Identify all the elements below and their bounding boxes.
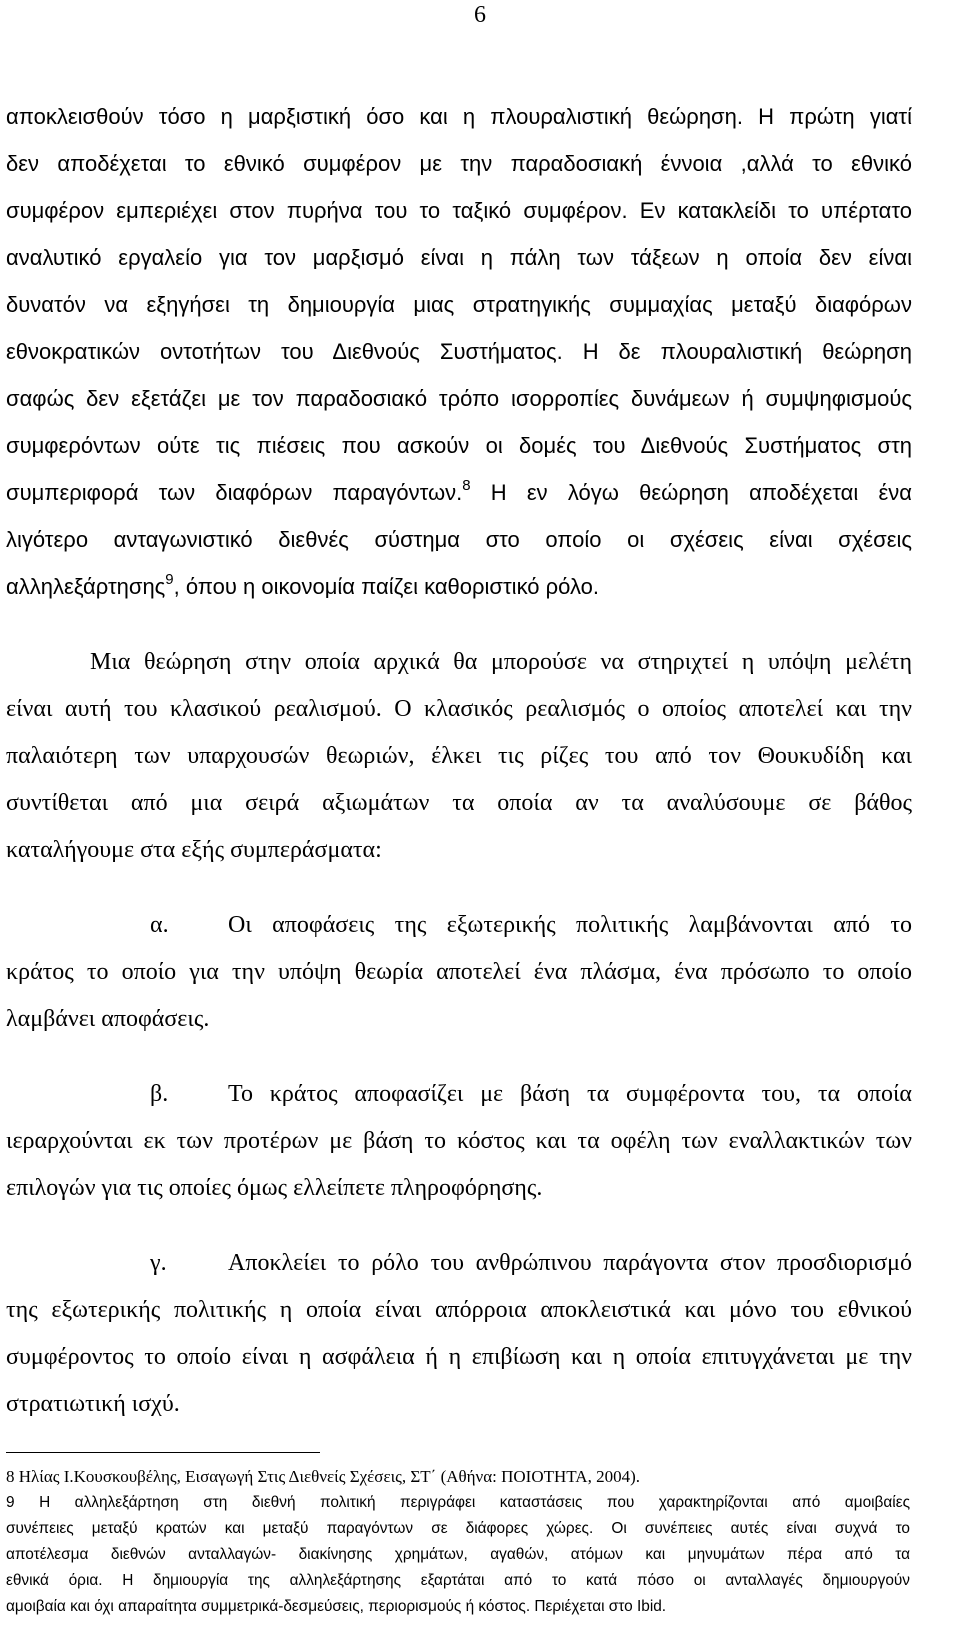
body-line: αποκλεισθούν τόσο η μαρξιστική όσο και η πλουραλιστική θεώρηση. Η πρώτη γιατί (6, 104, 912, 129)
footnote-ref-9[interactable]: 9 (165, 570, 174, 588)
body-line: αλληλεξάρτησης$^9$, όπου η οικονομία παίζει καθοριστικό ρόλο. (6, 570, 599, 599)
body-line: αναλυτικό εργαλείο για τον μαρξισμό είναι η πάλη των τάξεων η οποία δεν είναι (6, 245, 912, 270)
list-marker-b: β. (150, 1081, 169, 1107)
body-line: εθνοκρατικών οντοτήτων του Διεθνούς Συστήματος. Η δε πλουραλιστική θεώρηση (6, 339, 912, 364)
body-line: δεν αποδέχεται το εθνικό συμφέρον με την παραδοσιακή έννοια ,αλλά το εθνικό (6, 151, 912, 176)
body-line: λιγότερο ανταγωνιστικό διεθνές σύστημα στο οποίο οι σχέσεις είναι σχέσεις (6, 527, 912, 552)
body-line: στρατιωτική ισχύ. (6, 1391, 180, 1417)
body-line: Το κράτος αποφασίζει με βάση τα συμφέροντα του, τα οποία (228, 1081, 912, 1107)
footnote-9-line: εθνικά όρια. Η δημιουργία της αλληλεξάρτησης εξαρτάται από το κατά πόσο οι ανταλλαγές δημιουργούν (6, 1572, 910, 1589)
body-line: επιλογών για τις οποίες όμως ελλείπετε πληροφόρησης. (6, 1175, 543, 1201)
body-line: ιεραρχούνται εκ των προτέρων με βάση το κόστος και τα οφέλη των εναλλακτικών των (6, 1128, 912, 1154)
body-line: δυνατόν να εξηγήσει τη δημιουργία μιας στρατηγικής συμμαχίας μεταξύ διαφόρων (6, 292, 912, 317)
body-line: παλαιότερη των υπαρχουσών θεωριών, έλκει τις ρίζες του από τον Θουκυδίδη και (6, 743, 912, 769)
footnote-separator (6, 1452, 320, 1453)
body-line: λαμβάνει αποφάσεις. (6, 1006, 210, 1032)
body-line: κράτος το οποίο για την υπόψη θεωρία αποτελεί ένα πλάσμα, ένα πρόσωπο το οποίο (6, 959, 912, 985)
footnote-9-line: 9 Η αλληλεξάρτηση στη διεθνή πολιτική περιγράφει καταστάσεις που χαρακτηρίζονται από αμοιβαίες (6, 1494, 910, 1511)
body-line: συντίθεται από μια σειρά αξιωμάτων τα οποία αν τα αναλύσουμε σε βάθος (6, 790, 912, 816)
body-line: Μια θεώρηση στην οποία αρχικά θα μπορούσε να στηριχτεί η υπόψη μελέτη (90, 649, 912, 675)
footnote-9-line: αμοιβαία και όχι απαραίτητα συμμετρικά-δεσμεύσεις, περιορισμούς ή κόστος. Περιέχεται στο Ibid. (6, 1598, 667, 1615)
body-line: Οι αποφάσεις της εξωτερικής πολιτικής λαμβάνονται από το (228, 912, 912, 938)
list-marker-c: γ. (150, 1250, 167, 1276)
footnote-9-line: συνέπειες μεταξύ κρατών και μεταξύ παραγόντων σε διάφορες χώρες. Οι συνέπειες αυτές είναι συχνά το (6, 1520, 910, 1537)
body-line: συμφερόντων ούτε τις πιέσεις που ασκούν οι δομές του Διεθνούς Συστήματος στη (6, 433, 912, 458)
body-line: είναι αυτή του κλασικού ρεαλισμού. Ο κλασικός ρεαλισμός ο οποίος αποτελεί και την (6, 696, 912, 722)
footnote-8: 8 Ηλίας Ι.Κουσκουβέλης, Εισαγωγή Στις Διεθνείς Σχέσεις, ΣΤ΄ (Αθήνα: ΠΟΙΟΤΗΤΑ, 2004). (6, 1467, 640, 1486)
body-line: συμφέρον εμπεριέχει στον πυρήνα του το ταξικό συμφέρον. Εν κατακλείδι το υπέρτατο (6, 198, 912, 223)
body-line: συμφέροντος το οποίο είναι η ασφάλεια ή η επιβίωση και η οποία επιτυγχάνεται με την (6, 1344, 912, 1370)
page-number: 6 (474, 2, 486, 28)
footnote-9-line: αποτέλεσμα διεθνών ανταλλαγών- διακίνησης χρημάτων, αγαθών, ατόμων και μηνυμάτων πέρα από τα (6, 1546, 910, 1563)
body-line: Αποκλείει το ρόλο του ανθρώπινου παράγοντα στον προσδιορισμό (228, 1250, 912, 1276)
footnote-ref-8[interactable]: 8 (462, 476, 471, 494)
list-marker-a: α. (150, 912, 169, 938)
body-line: καταλήγουμε στα εξής συμπεράσματα: (6, 837, 382, 863)
body-line: συμπεριφορά των διαφόρων παραγόντων.$^8$ Η εν λόγω θεώρηση αποδέχεται ένα (6, 476, 912, 505)
body-line: της εξωτερικής πολιτικής η οποία είναι απόρροια αποκλειστικά και μόνο του εθνικού (6, 1297, 912, 1323)
body-line: σαφώς δεν εξετάζει με τον παραδοσιακό τρόπο ισορροπίες δυνάμεων ή συμψηφισμούς (6, 386, 912, 411)
